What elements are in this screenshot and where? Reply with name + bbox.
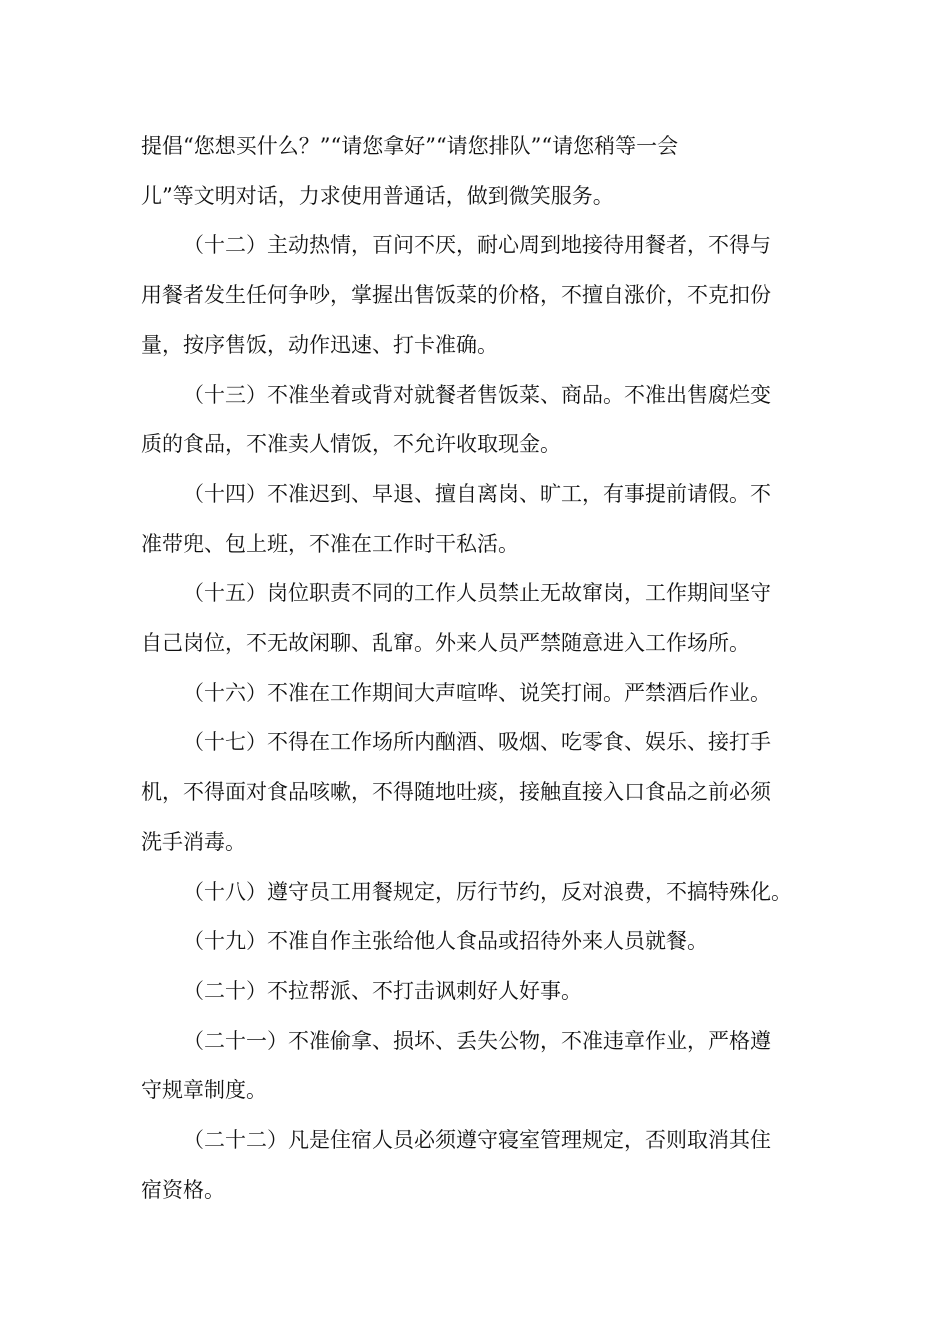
paragraph-continuation: 提倡“您想买什么？”“请您拿好”“请您排队”“请您稍等一会 儿”等文明对话，力求使用普通话，做到微笑服务。 (141, 134, 679, 208)
paragraph-item-12: （十二）主动热情，百问不厌，耐心周到地接待用餐者，不得与 用餐者发生任何争吵，掌握出售饭菜的价格，不擅自涨价，不克扣份 量，按序售饭，动作迅速、打卡准确。 (141, 233, 771, 357)
paragraph-item-22: （二十二）凡是住宿人员必须遵守寝室管理规定，否则取消其住 宿资格。 (141, 1128, 771, 1202)
paragraph-item-18: （十八）遵守员工用餐规定，厉行节约，反对浪费，不搞特殊化。 (183, 879, 792, 904)
paragraph-item-17: （十七）不得在工作场所内酗酒、吸烟、吃零食、娱乐、接打手 机，不得面对食品咳嗽，不得随地吐痰，接触直接入口食品之前必须 洗手消毒。 (141, 730, 771, 854)
paragraph-item-19: （十九）不准自作主张给他人食品或招待外来人员就餐。 (183, 929, 708, 954)
paragraph-item-13: （十三）不准坐着或背对就餐者售饭菜、商品。不准出售腐烂变 质的食品，不准卖人情饭，不允许收取现金。 (141, 382, 771, 457)
paragraph-item-21: （二十一）不准偷拿、损坏、丢失公物，不准违章作业，严格遵 守规章制度。 (141, 1028, 771, 1103)
paragraph-item-20: （二十）不拉帮派、不打击讽刺好人好事。 (183, 978, 582, 1003)
paragraph-item-16: （十六）不准在工作期间大声喧哗、说笑打闹。严禁酒后作业。 (183, 680, 771, 705)
paragraph-item-14: （十四）不准迟到、早退、擅自离岗、旷工，有事提前请假。不 准带兜、包上班，不准在工作时干私活。 (141, 481, 771, 556)
paragraph-item-15: （十五）岗位职责不同的工作人员禁止无故窜岗，工作期间坚守 自己岗位，不无故闲聊、乱窜。外来人员严禁随意进入工作场所。 (141, 581, 771, 656)
document-body (141, 122, 831, 1215)
